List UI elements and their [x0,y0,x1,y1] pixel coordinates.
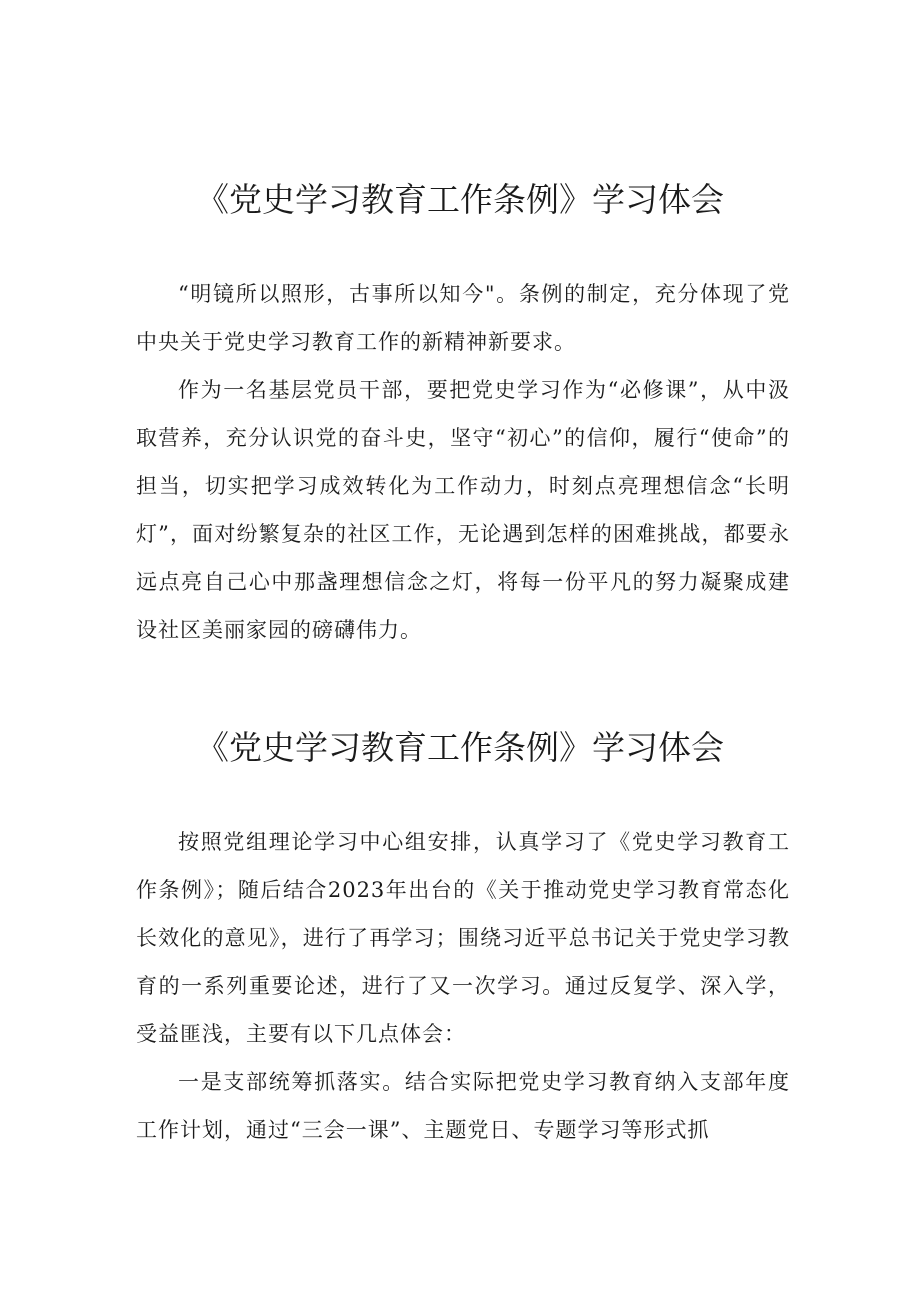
section-title: 《党史学习教育工作条例》学习体会 [196,180,724,219]
body-paragraph: “明镜所以照形，古事所以知今"。条例的制定，充分体现了党中央关于党史学习教育工作的新精神新要求。 [136,282,790,354]
body-paragraph: 按照党组理论学习中心组安排，认真学习了《党史学习教育工作条例》；随后结合2023年出台的《关于推动党史学习教育常态化长效化的意见》，进行了再学习；围绕习近平总书记关于党史学习教育的一系列重要论述，进行了又一次学习。通过反复学、深入学，受益匪浅，主要有以下几点体会： [136,830,790,1046]
body-paragraph: 一是支部统筹抓落实。结合实际把党史学习教育纳入支部年度工作计划，通过“三会一课”、主题党日、专题学习等形式抓 [136,1070,790,1142]
section-title: 《党史学习教育工作条例》学习体会 [196,728,724,767]
body-paragraph: 作为一名基层党员干部，要把党史学习作为“必修课”，从中汲取营养，充分认识党的奋斗史，坚守“初心”的信仰，履行“使命”的担当，切实把学习成效转化为工作动力，时刻点亮理想信念“长明灯”，面对纷繁复杂的社区工作，无论遇到怎样的困难挑战，都要永远点亮自己心中那盏理想信念之灯，将每一份平凡的努力凝聚成建设社区美丽家园的磅礴伟力。 [136,378,790,642]
